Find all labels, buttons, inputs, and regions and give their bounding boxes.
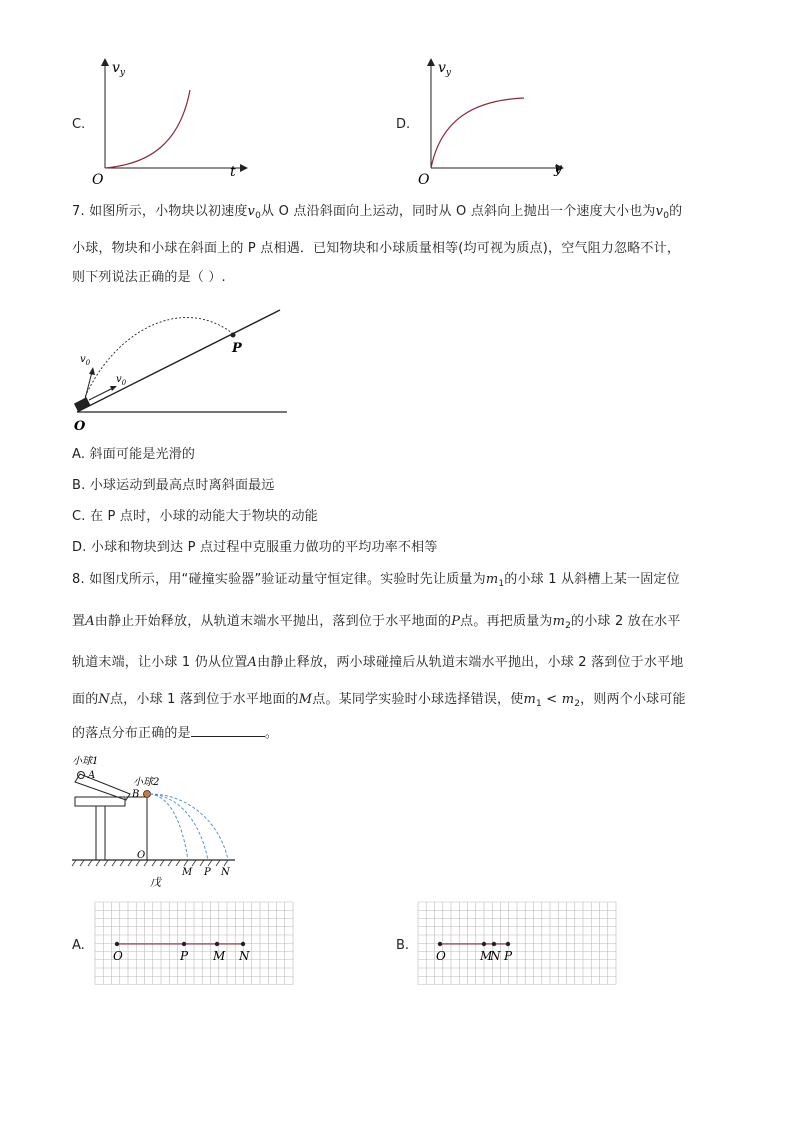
q7-option-d[interactable]: D. 小球和物块到达 P 点过程中克服重力做功的平均功率不相等 (72, 540, 438, 555)
q7-line-2: 小球，物块和小球在斜面上的 P 点相遇．已知物块和小球质量相等(均可视为质点)，空气阻力忽略不计， (72, 241, 681, 256)
grid-a-label-m: M (213, 949, 226, 963)
graph-d-y-label: $v_y$ (438, 60, 452, 78)
q7-line-1: 7. 如图所示，小物块以初速度$v_0$从 O 点沿斜面向上运动，同时从 O 点斜向上抛出一个速度大小也为$v_0$的 (72, 204, 683, 221)
q8-line-4: 面的N点，小球 1 落到位于水平地面的M点。某同学实验时小球选择错误，使$m_1 < m_2$，则两个小球可能 (72, 692, 686, 709)
grid-a-label-p: P (180, 949, 189, 963)
grid-a-point-m (215, 942, 219, 946)
incline-label-o: O (74, 419, 86, 434)
q7-option-a[interactable]: A. 斜面可能是光滑的 (72, 447, 196, 462)
q7-figure-incline (72, 300, 292, 435)
q8-option-b-grid[interactable] (418, 902, 616, 986)
graph-d-origin: O (418, 172, 430, 188)
grid-b-point-p (506, 942, 510, 946)
q8-line-5: 的落点分布正确的是 。 (72, 726, 279, 741)
grid-b-point-m (482, 942, 486, 946)
grid-b-label-p: P (504, 949, 513, 963)
incline-label-v0-block: $v_0$ (116, 374, 127, 387)
q8-line-3: 轨道末端，让小球 1 仍从位置A由静止释放，两小球碰撞后从轨道末端水平抛出，小球 2 落到位于水平地 (72, 655, 684, 670)
apparatus-label-p: P (204, 867, 211, 878)
graph-c-y-label: $v_y$ (112, 60, 126, 78)
q8-option-a-label[interactable]: A. (72, 938, 85, 953)
grid-a-label-n: N (239, 949, 250, 963)
q8-option-b-label[interactable]: B. (396, 938, 410, 953)
q8-option-a-grid[interactable] (95, 902, 293, 986)
grid-b-label-m: M (480, 949, 493, 963)
apparatus-label-b: B (132, 789, 140, 800)
q7-line-3: 则下列说法正确的是（ ）. (72, 270, 226, 285)
apparatus-label-o: O (137, 850, 146, 861)
answer-blank[interactable] (191, 724, 265, 737)
grid-b-point-o (438, 942, 442, 946)
graph-c-origin: O (92, 172, 104, 188)
apparatus-label-m: M (182, 867, 193, 878)
graph-d (416, 58, 576, 188)
apparatus-caption: 戊 (150, 876, 161, 889)
graph-d-x-label: y (554, 161, 562, 177)
grid-b-label-n: N (490, 949, 501, 963)
option-d-label: D. (396, 117, 411, 132)
apparatus-ball2-label: 小球2 (133, 777, 160, 788)
grid-b-point-n (492, 942, 496, 946)
incline-label-v0-ball: $v_0$ (80, 354, 91, 367)
grid-a-point-p (182, 942, 186, 946)
option-c-label: C. (72, 117, 86, 132)
q7-option-c[interactable]: C. 在 P 点时，小球的动能大于物块的动能 (72, 509, 318, 524)
grid-a-label-o: O (113, 949, 123, 963)
q8-line-1: 8. 如图戊所示，用“碰撞实验器”验证动量守恒定律。实验时先让质量为$m_1$的小球 1 从斜槽上某一固定位 (72, 572, 680, 589)
q8-figure-apparatus (70, 752, 250, 892)
grid-a-point-n (241, 942, 245, 946)
apparatus-label-n: N (221, 867, 230, 878)
q7-option-b[interactable]: B. 小球运动到最高点时离斜面最远 (72, 478, 275, 493)
grid-a-point-o (115, 942, 119, 946)
apparatus-ball1-label: 小球1 (72, 756, 99, 767)
graph-c (90, 58, 250, 188)
incline-label-p: P (232, 341, 242, 356)
graph-c-x-label: t (230, 164, 236, 180)
grid-b-label-o: O (436, 949, 446, 963)
apparatus-label-a: A (88, 770, 96, 781)
q8-line-2: 置A由静止开始释放，从轨道末端水平抛出，落到位于水平地面的P点。再把质量为$m_2$的小球 2 放在水平 (72, 614, 681, 631)
